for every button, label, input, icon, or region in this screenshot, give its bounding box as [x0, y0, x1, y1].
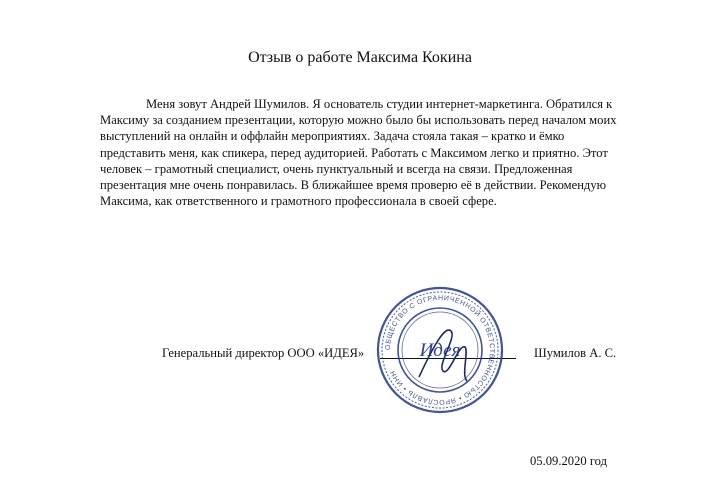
- review-body: Меня зовут Андрей Шумилов. Я основатель студии интернет-маркетинга. Обратился к Максиму за созданием презентации, которую можно было бы использовать перед началом моих выступлений на онлайн и оффлайн мероприятиях. Задача стояла такая – кратко и ёмко представить меня, как спикера, перед аудиторией. Работать с Максимом легко и приятно. Этот человек – грамотный специалист, очень пунктуальный и всегда на связи. Предложенная презентация мне очень понравилась. В ближайшее время проверю её в действии. Рекомендую Максима, как ответственного и грамотного профессионала в своей сфере.: [100, 97, 617, 209]
- signatory-name: Шумилов А. С.: [534, 346, 617, 360]
- seal-ring-text: ОБЩЕСТВО С ОГРАНИЧЕННОЙ ОТВЕТСТВЕННОСТЬЮ • ЯРОСЛАВЛЬ • ИНН: [384, 294, 496, 406]
- document-title: Отзыв о работе Максима Кокина: [248, 49, 472, 66]
- seal-center-text: Идея: [419, 340, 461, 361]
- signatory-position: Генеральный директор ООО «ИДЕЯ»: [162, 346, 365, 360]
- company-seal-stamp: [375, 285, 505, 415]
- document-date: 05.09.2020 год: [530, 454, 608, 468]
